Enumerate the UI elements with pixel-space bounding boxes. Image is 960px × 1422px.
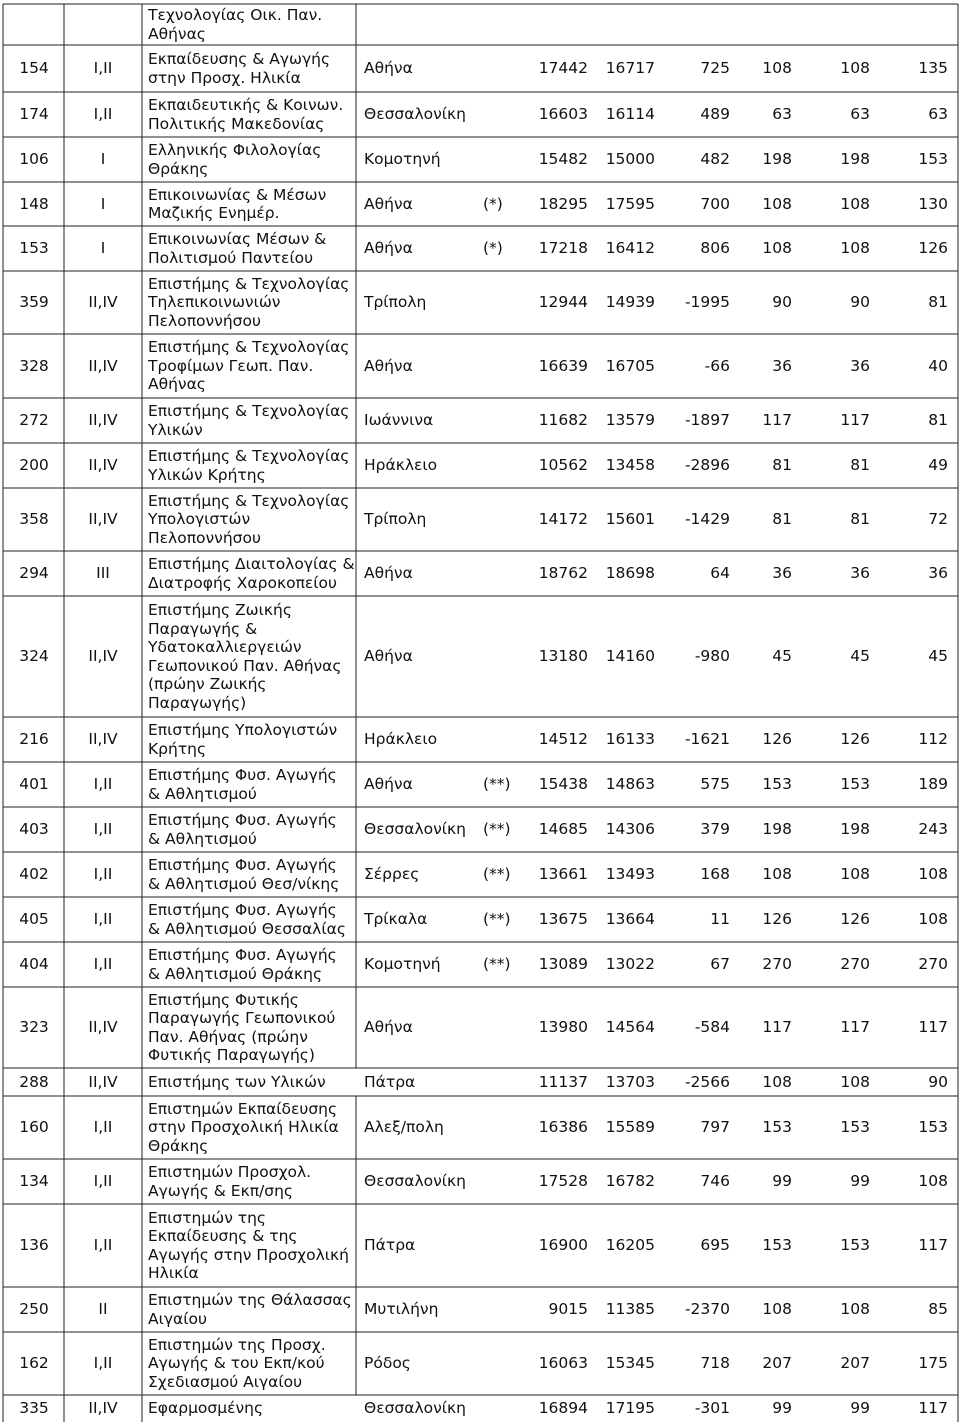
row-department: Επιστημών της Θάλασσας Αιγαίου [148,1291,352,1328]
row-code: 288 [19,1072,49,1091]
row-places-2: 198 [840,820,870,839]
row-places-1: 81 [772,510,792,529]
row-places-2: 108 [840,59,870,78]
row-value-curr: 16114 [605,105,655,124]
row-value-prev: 13089 [538,955,588,974]
row-places-1: 153 [762,775,792,794]
row-mark: (**) [483,910,511,929]
row-diff: 695 [700,1236,730,1255]
row-department: Επιστήμης Υπολογιστών Κρήτης [148,721,338,758]
row-places-3: 108 [918,1172,948,1191]
row-value-curr: 16705 [605,356,655,375]
row-places-1: 45 [772,647,792,666]
row-department: Τεχνολογίας Οικ. Παν. Αθήνας [148,6,323,43]
row-department: Επιστήμης των Υλικών [148,1072,326,1091]
row-category: I,II [93,1236,113,1255]
row-value-curr: 15589 [605,1118,655,1137]
row-category: III [96,564,110,583]
row-value-curr: 15000 [605,150,655,169]
row-department: Επιστήμης & Τεχνολογίας Τηλεπικοινωνιών Πελοποννήσου [148,274,350,330]
row-places-3: 108 [918,865,948,884]
row-diff: -980 [694,647,730,666]
row-places-1: 153 [762,1236,792,1255]
row-places-3: 63 [928,105,948,124]
row-value-prev: 17218 [538,239,588,258]
row-value-prev: 15438 [538,775,588,794]
row-value-curr: 18698 [605,564,655,583]
row-code: 335 [19,1399,49,1418]
row-code: 328 [19,356,49,375]
row-diff: 700 [700,194,730,213]
row-code: 136 [19,1236,49,1255]
row-places-1: 108 [762,194,792,213]
row-places-3: 153 [918,150,948,169]
row-value-prev: 15482 [538,150,588,169]
row-places-3: 270 [918,955,948,974]
row-diff: -2566 [684,1072,730,1091]
row-code: 358 [19,510,49,529]
row-category: I,II [93,865,113,884]
row-value-curr: 13493 [605,865,655,884]
row-code: 200 [19,456,49,475]
row-diff: 168 [700,865,730,884]
row-department: Επιστήμης & Τεχνολογίας Υπολογιστών Πελοποννήσου [148,491,350,547]
row-value-prev: 18762 [538,564,588,583]
row-places-1: 63 [772,105,792,124]
row-city: Ηράκλειο [364,456,438,475]
row-city: Μυτιλήνη [364,1300,439,1319]
row-places-2: 36 [850,356,870,375]
row-places-2: 108 [840,194,870,213]
row-diff: -66 [704,356,730,375]
row-value-prev: 16894 [538,1399,588,1418]
row-city: Κομοτηνή [364,955,441,974]
row-diff: 575 [700,775,730,794]
row-category: II [98,1300,108,1319]
row-places-3: 45 [928,647,948,666]
row-places-3: 189 [918,775,948,794]
row-places-3: 175 [918,1354,948,1373]
row-value-prev: 13980 [538,1018,588,1037]
row-places-2: 108 [840,865,870,884]
row-places-3: 117 [918,1399,948,1418]
row-places-2: 108 [840,1072,870,1091]
row-places-1: 81 [772,456,792,475]
row-places-3: 153 [918,1118,948,1137]
row-category: II,IV [88,293,118,312]
row-category: I,II [93,59,113,78]
row-diff: 489 [700,105,730,124]
row-places-1: 198 [762,820,792,839]
row-code: 272 [19,411,49,430]
row-places-2: 108 [840,239,870,258]
row-code: 162 [19,1354,49,1373]
row-category: I,II [93,1354,113,1373]
row-category: I,II [93,910,113,929]
row-places-3: 135 [918,59,948,78]
row-code: 405 [19,910,49,929]
row-places-1: 108 [762,865,792,884]
row-department: Εκπαιδευτικής & Κοινων. Πολιτικής Μακεδονίας [148,96,344,133]
row-diff: -1995 [684,293,730,312]
row-places-1: 198 [762,150,792,169]
row-places-3: 126 [918,239,948,258]
row-value-curr: 14863 [605,775,655,794]
row-value-curr: 16717 [605,59,655,78]
row-city: Ρόδος [364,1354,411,1373]
row-places-3: 117 [918,1236,948,1255]
row-diff: -2370 [684,1300,730,1319]
row-value-curr: 14160 [605,647,655,666]
row-code: 134 [19,1172,49,1191]
row-places-2: 36 [850,564,870,583]
row-value-prev: 14172 [538,510,588,529]
row-department: Επιστήμης & Τεχνολογίας Τροφίμων Γεωπ. Παν. Αθήνας [148,338,350,394]
row-places-1: 207 [762,1354,792,1373]
row-value-curr: 13664 [605,910,655,929]
row-places-1: 36 [772,356,792,375]
row-places-3: 85 [928,1300,948,1319]
row-places-2: 126 [840,910,870,929]
row-places-2: 63 [850,105,870,124]
row-places-1: 108 [762,1300,792,1319]
row-city: Τρίπολη [364,510,427,529]
row-category: I,II [93,955,113,974]
row-city: Ηράκλειο [364,730,438,749]
row-value-prev: 16639 [538,356,588,375]
row-places-3: 108 [918,910,948,929]
row-code: 324 [19,647,49,666]
row-places-3: 72 [928,510,948,529]
row-mark: (**) [483,955,511,974]
row-places-1: 99 [772,1172,792,1191]
row-diff: 11 [710,910,730,929]
row-category: II,IV [88,356,118,375]
row-diff: -584 [694,1018,730,1037]
row-places-3: 117 [918,1018,948,1037]
row-places-1: 108 [762,239,792,258]
row-code: 106 [19,150,49,169]
row-code: 174 [19,105,49,124]
row-code: 148 [19,194,49,213]
row-category: I,II [93,1118,113,1137]
row-diff: 797 [700,1118,730,1137]
row-city: Τρίπολη [364,293,427,312]
row-value-curr: 14306 [605,820,655,839]
row-value-curr: 16782 [605,1172,655,1191]
row-category: II,IV [88,510,118,529]
row-code: 323 [19,1018,49,1037]
row-value-prev: 9015 [548,1300,588,1319]
row-city: Αθήνα [364,239,413,258]
row-city: Αθήνα [364,356,413,375]
row-places-2: 153 [840,1236,870,1255]
row-mark: (**) [483,775,511,794]
row-city: Αθήνα [364,775,413,794]
row-mark: (*) [483,194,503,213]
row-places-2: 153 [840,1118,870,1137]
row-places-1: 117 [762,411,792,430]
row-places-3: 130 [918,194,948,213]
row-places-2: 126 [840,730,870,749]
row-category: I [100,150,106,169]
row-value-curr: 17595 [605,194,655,213]
row-value-curr: 14564 [605,1018,655,1037]
row-places-3: 36 [928,564,948,583]
row-department: Επιστήμης Φυσ. Αγωγής & Αθλητισμού [148,811,337,848]
row-value-curr: 14939 [605,293,655,312]
row-value-prev: 13180 [538,647,588,666]
row-category: II,IV [88,411,118,430]
row-department: Ελληνικής Φιλολογίας Θράκης [148,141,322,178]
row-code: 402 [19,865,49,884]
row-category: I [100,239,106,258]
row-places-3: 40 [928,356,948,375]
row-department: Επιστημών της Προσχ. Αγωγής & του Εκπ/κού Σχεδιασμού Αιγαίου [148,1335,326,1391]
row-places-1: 36 [772,564,792,583]
row-places-2: 99 [850,1172,870,1191]
row-value-curr: 13458 [605,456,655,475]
row-category: II,IV [88,456,118,475]
row-places-2: 81 [850,510,870,529]
row-places-1: 126 [762,730,792,749]
row-diff: -1621 [684,730,730,749]
row-department: Επιστήμης & Τεχνολογίας Υλικών [148,402,350,439]
row-city: Αθήνα [364,564,413,583]
row-department: Επιστημών της Εκπαίδευσης & της Αγωγής στην Προσχολική Ηλικία [148,1208,349,1282]
row-code: 153 [19,239,49,258]
row-value-curr: 13703 [605,1072,655,1091]
row-places-2: 117 [840,411,870,430]
row-diff: -301 [694,1399,730,1418]
row-department: Εφαρμοσμένης [148,1399,264,1418]
row-code: 160 [19,1118,49,1137]
row-diff: -1429 [684,510,730,529]
row-department: Επιστήμης Φυσ. Αγωγής & Αθλητισμού Θεσσαλίας [148,901,346,938]
row-places-1: 126 [762,910,792,929]
row-places-1: 117 [762,1018,792,1037]
row-places-2: 99 [850,1399,870,1418]
row-value-curr: 17195 [605,1399,655,1418]
row-places-2: 117 [840,1018,870,1037]
row-places-1: 153 [762,1118,792,1137]
row-value-prev: 14512 [538,730,588,749]
row-value-prev: 11682 [538,411,588,430]
row-mark: (*) [483,239,503,258]
row-department: Επικοινωνίας & Μέσων Μαζικής Ενημέρ. [148,185,327,222]
row-value-prev: 14685 [538,820,588,839]
row-places-2: 90 [850,293,870,312]
row-value-curr: 16205 [605,1236,655,1255]
row-value-curr: 15345 [605,1354,655,1373]
row-code: 401 [19,775,49,794]
row-value-prev: 13675 [538,910,588,929]
row-city: Αλεξ/πολη [364,1118,444,1137]
row-city: Αθήνα [364,1018,413,1037]
row-city: Αθήνα [364,647,413,666]
row-city: Αθήνα [364,194,413,213]
row-places-1: 270 [762,955,792,974]
row-places-2: 45 [850,647,870,666]
row-department: Επιστήμης & Τεχνολογίας Υλικών Κρήτης [148,447,350,484]
row-city: Ιωάννινα [364,411,434,430]
row-value-prev: 10562 [538,456,588,475]
row-places-1: 99 [772,1399,792,1418]
row-category: II,IV [88,1399,118,1418]
row-department: Επιστήμης Ζωικής Παραγωγής & Υδατοκαλλιεργειών Γεωπονικού Παν. Αθήνας (πρώην Ζωικής Παραγωγής) [148,601,342,712]
row-value-curr: 16412 [605,239,655,258]
row-code: 216 [19,730,49,749]
row-diff: 718 [700,1354,730,1373]
row-mark: (**) [483,865,511,884]
row-mark: (**) [483,820,511,839]
row-diff: 67 [710,955,730,974]
row-department: Επιστημών Εκπαίδευσης στην Προσχολική Ηλικία Θράκης [148,1099,339,1155]
row-category: I,II [93,775,113,794]
row-city: Πάτρα [364,1072,416,1091]
row-department: Επιστήμης Φυσ. Αγωγής & Αθλητισμού Θεσ/νίκης [148,856,340,893]
row-value-curr: 15601 [605,510,655,529]
row-department: Επιστήμης Φυσ. Αγωγής & Αθλητισμού Θράκης [148,946,337,983]
row-code: 250 [19,1300,49,1319]
row-value-prev: 17528 [538,1172,588,1191]
row-places-2: 198 [840,150,870,169]
row-places-1: 108 [762,1072,792,1091]
row-value-prev: 16386 [538,1118,588,1137]
row-category: II,IV [88,1018,118,1037]
row-code: 359 [19,293,49,312]
row-places-3: 90 [928,1072,948,1091]
row-category: I,II [93,1172,113,1191]
row-places-2: 153 [840,775,870,794]
row-value-curr: 13022 [605,955,655,974]
row-code: 403 [19,820,49,839]
row-category: II,IV [88,1072,118,1091]
row-city: Κομοτηνή [364,150,441,169]
row-diff: 482 [700,150,730,169]
row-places-3: 112 [918,730,948,749]
row-department: Επιστήμης Φυσ. Αγωγής & Αθλητισμού [148,766,337,803]
row-places-2: 108 [840,1300,870,1319]
row-value-prev: 16603 [538,105,588,124]
row-diff: -1897 [684,411,730,430]
row-places-3: 81 [928,411,948,430]
row-city: Τρίκαλα [364,910,428,929]
row-places-2: 207 [840,1354,870,1373]
row-department: Επιστημών Προσχολ. Αγωγής & Εκπ/σης [148,1163,312,1200]
row-diff: 379 [700,820,730,839]
row-category: II,IV [88,647,118,666]
row-places-1: 90 [772,293,792,312]
row-value-prev: 12944 [538,293,588,312]
row-value-prev: 16900 [538,1236,588,1255]
row-places-3: 81 [928,293,948,312]
row-diff: -2896 [684,456,730,475]
row-code: 294 [19,564,49,583]
row-places-1: 108 [762,59,792,78]
row-value-curr: 11385 [605,1300,655,1319]
row-city: Σέρρες [364,865,420,884]
row-department: Επιστήμης Διαιτολογίας & Διατροφής Χαροκοπείου [148,555,355,592]
row-department: Επικοινωνίας Μέσων & Πολιτισμού Παντείου [148,230,327,267]
row-department: Επιστήμης Φυτικής Παραγωγής Γεωπονικού Παν. Αθήνας (πρώην Φυτικής Παραγωγής) [148,990,336,1064]
row-category: II,IV [88,730,118,749]
row-diff: 725 [700,59,730,78]
row-city: Θεσσαλονίκη [364,820,466,839]
row-places-3: 243 [918,820,948,839]
row-value-prev: 18295 [538,194,588,213]
row-diff: 746 [700,1172,730,1191]
row-code: 404 [19,955,49,974]
row-department: Εκπαίδευσης & Αγωγής στην Προσχ. Ηλικία [148,50,331,87]
row-category: I,II [93,105,113,124]
row-value-prev: 16063 [538,1354,588,1373]
row-value-prev: 17442 [538,59,588,78]
row-code: 154 [19,59,49,78]
row-value-curr: 16133 [605,730,655,749]
row-city: Θεσσαλονίκη [364,105,466,124]
row-diff: 806 [700,239,730,258]
row-city: Θεσσαλονίκη [364,1399,466,1418]
row-value-prev: 13661 [538,865,588,884]
row-value-prev: 11137 [538,1072,588,1091]
row-category: I,II [93,820,113,839]
row-places-2: 270 [840,955,870,974]
row-places-2: 81 [850,456,870,475]
row-diff: 64 [710,564,730,583]
row-category: I [100,194,106,213]
row-places-3: 49 [928,456,948,475]
row-value-curr: 13579 [605,411,655,430]
row-city: Θεσσαλονίκη [364,1172,466,1191]
row-city: Πάτρα [364,1236,416,1255]
row-city: Αθήνα [364,59,413,78]
